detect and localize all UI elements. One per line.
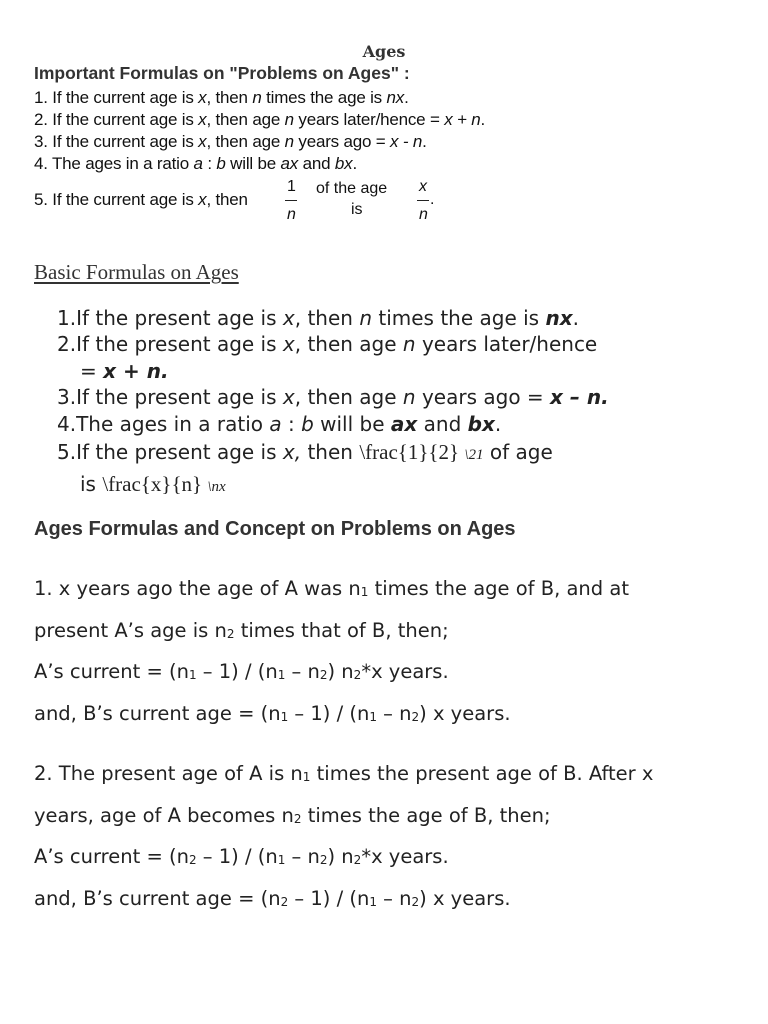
basic-formulas-heading: Basic Formulas on Ages — [34, 260, 239, 284]
important-formula-3: 3. If the current age is x, then age n years ago = x - n. — [34, 132, 427, 151]
concept-1-line-3: A’s current = $(n_1 - 1) / (n_1 - n_2)$ $n_2*x$ years. — [34, 660, 449, 683]
concept-1-line-2: present A’s age is $n_2$ times that of B, then; — [34, 619, 449, 642]
fraction-2-numerator: x — [419, 178, 427, 195]
basic-formula-3: 3.If the present age is x, then age n years ago = x – n. — [57, 385, 609, 409]
concept-2-line-4: and, B’s current age = $(n_2 - 1) / (n_1 - n_2)$ x years. — [34, 887, 511, 910]
basic-formula-5: 5.If the present age is x, then \frac{1}{2} \21 of age — [57, 440, 553, 464]
important-formula-5: 5. If the current age is x, then — [34, 190, 248, 209]
important-formula-2: 2. If the current age is x, then age n years later/hence = x + n. — [34, 110, 486, 129]
basic-formula-1: 1.If the present age is x, then n times the age is nx. — [57, 306, 579, 330]
is-label: is — [351, 201, 363, 218]
basic-formula-2-continued: = x + n. — [80, 359, 169, 383]
concept-1-line-4: and, B’s current age = $(n_1 - 1) / (n_1 - n_2)$ x years. — [34, 702, 511, 725]
concept-2-line-2: years, age of A becomes $n_2$ times the age of B, then; — [34, 804, 551, 827]
important-formula-4: 4. The ages in a ratio a : b will be ax and bx. — [34, 154, 357, 173]
fraction-2-denominator: n — [419, 206, 428, 223]
basic-formula-5-continued: is \frac{x}{n} \nx — [80, 472, 226, 496]
page-title: Ages — [362, 42, 406, 61]
concept-heading: Ages Formulas and Concept on Problems on Ages — [34, 518, 516, 540]
basic-formula-2: 2.If the present age is x, then age n years later/hence — [57, 332, 598, 356]
fraction-2-bar — [417, 200, 429, 201]
important-formula-1: 1. If the current age is x, then n times the age is nx. — [34, 88, 409, 107]
fraction-1-denominator: n — [287, 206, 296, 223]
concept-2-line-1: 2. The present age of A is $n_1$ times the present age of B. After x — [34, 762, 654, 785]
fraction-1-numerator: 1 — [287, 178, 296, 195]
formula-5-period: . — [430, 191, 435, 208]
of-the-age-label: of the age — [316, 180, 388, 197]
concept-1-line-1: 1. x years ago the age of A was $n_1$ times the age of B, and at — [34, 577, 629, 600]
fraction-1-bar — [285, 200, 297, 201]
concept-2-line-3: A’s current = $(n_2 - 1) / (n_1 - n_2)$ $n_2*x$ years. — [34, 845, 449, 868]
important-formulas-heading: Important Formulas on "Problems on Ages" : — [34, 63, 410, 83]
basic-formula-4: 4.The ages in a ratio a : b will be ax and bx. — [57, 412, 502, 436]
